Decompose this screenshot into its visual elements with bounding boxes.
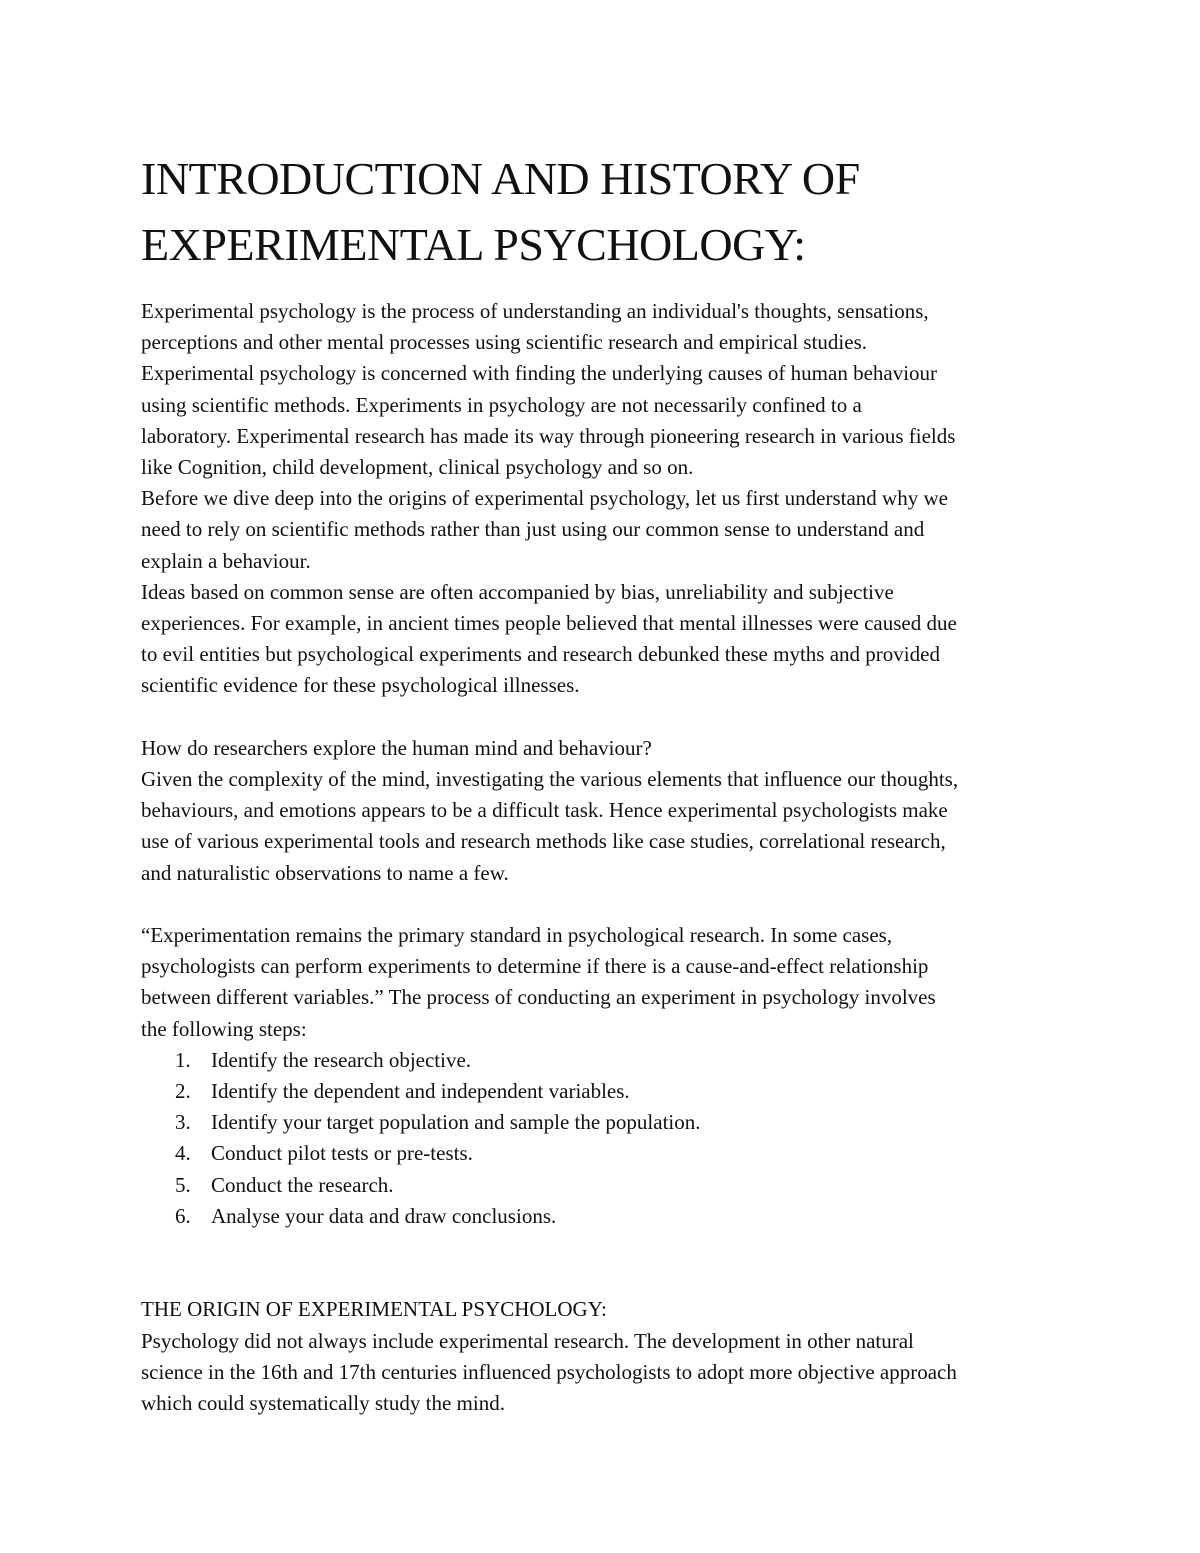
text-line: Psychology did not always include experimental research. The development in other natural bbox=[141, 1328, 914, 1353]
list-item bbox=[141, 1201, 1071, 1232]
text-line: Experimental psychology is concerned with finding the underlying causes of human behaviour bbox=[141, 361, 938, 386]
list-number: 6. bbox=[175, 1203, 191, 1228]
paragraph-research-methods bbox=[141, 733, 1071, 889]
section-origin bbox=[141, 1294, 1071, 1419]
text-line: need to rely on scientific methods rather than just using our common sense to understand and bbox=[141, 517, 925, 542]
text-line: science in the 16th and 17th centuries influenced psychologists to adopt more objective approach bbox=[141, 1359, 957, 1384]
text-line: Given the complexity of the mind, investigating the various elements that influence our thoughts, bbox=[141, 767, 959, 792]
text-line: How do researchers explore the human mind and behaviour? bbox=[141, 735, 652, 760]
paragraph-experimentation-quote bbox=[141, 920, 1071, 1045]
list-text: Analyse your data and draw conclusions. bbox=[211, 1203, 557, 1228]
list-item bbox=[141, 1138, 1071, 1169]
text-line: scientific evidence for these psychological illnesses. bbox=[141, 673, 580, 698]
title-line: INTRODUCTION AND HISTORY OF bbox=[141, 153, 860, 204]
text-line: laboratory. Experimental research has made its way through pioneering research in various fields bbox=[141, 423, 956, 448]
paragraph-definition bbox=[141, 296, 1071, 483]
text-line: experiences. For example, in ancient times people believed that mental illnesses were caused due bbox=[141, 611, 957, 636]
list-text: Identify the research objective. bbox=[211, 1047, 472, 1072]
list-item bbox=[141, 1170, 1071, 1201]
text-line: which could systematically study the mind. bbox=[141, 1391, 505, 1416]
list-number: 4. bbox=[175, 1141, 191, 1166]
title-line: EXPERIMENTAL PSYCHOLOGY: bbox=[141, 219, 806, 270]
text-line: perceptions and other mental processes using scientific research and empirical studies. bbox=[141, 330, 867, 355]
text-line: to evil entities but psychological experiments and research debunked these myths and provided bbox=[141, 642, 940, 667]
steps-list bbox=[141, 1045, 1071, 1232]
text-line: Before we dive deep into the origins of experimental psychology, let us first understand why we bbox=[141, 486, 948, 511]
text-line: using scientific methods. Experiments in psychology are not necessarily confined to a bbox=[141, 392, 862, 417]
list-number: 3. bbox=[175, 1110, 191, 1135]
spacer bbox=[141, 889, 1071, 920]
text-line: Ideas based on common sense are often accompanied by bias, unreliability and subjective bbox=[141, 579, 894, 604]
list-text: Identify the dependent and independent variables. bbox=[211, 1079, 630, 1104]
text-line: Experimental psychology is the process of understanding an individual's thoughts, sensations, bbox=[141, 299, 929, 323]
list-number: 1. bbox=[175, 1047, 191, 1072]
list-item bbox=[141, 1076, 1071, 1107]
list-text: Identify your target population and sample the population. bbox=[211, 1110, 701, 1135]
text-line: the following steps: bbox=[141, 1016, 307, 1041]
list-item bbox=[141, 1107, 1071, 1138]
paragraph-common-sense bbox=[141, 577, 1071, 702]
spacer bbox=[141, 1232, 1071, 1294]
text-line: explain a behaviour. bbox=[141, 548, 311, 573]
list-number: 5. bbox=[175, 1172, 191, 1197]
document-title bbox=[141, 146, 1071, 278]
paragraph-scientific-methods bbox=[141, 483, 1071, 577]
list-text: Conduct the research. bbox=[211, 1172, 394, 1197]
section-heading: THE ORIGIN OF EXPERIMENTAL PSYCHOLOGY: bbox=[141, 1297, 607, 1322]
list-number: 2. bbox=[175, 1079, 191, 1104]
text-line: behaviours, and emotions appears to be a difficult task. Hence experimental psychologists make bbox=[141, 798, 948, 823]
spacer bbox=[141, 702, 1071, 733]
text-line: between different variables.” The process of conducting an experiment in psychology involves bbox=[141, 985, 936, 1010]
text-line: and naturalistic observations to name a few. bbox=[141, 860, 509, 885]
text-line: like Cognition, child development, clinical psychology and so on. bbox=[141, 455, 694, 480]
text-line: “Experimentation remains the primary standard in psychological research. In some cases, bbox=[141, 923, 893, 948]
text-line: use of various experimental tools and research methods like case studies, correlational research, bbox=[141, 829, 946, 854]
text-line: psychologists can perform experiments to determine if there is a cause-and-effect relationship bbox=[141, 954, 929, 979]
document-page bbox=[141, 146, 1071, 1419]
list-text: Conduct pilot tests or pre-tests. bbox=[211, 1141, 473, 1166]
list-item bbox=[141, 1045, 1071, 1076]
